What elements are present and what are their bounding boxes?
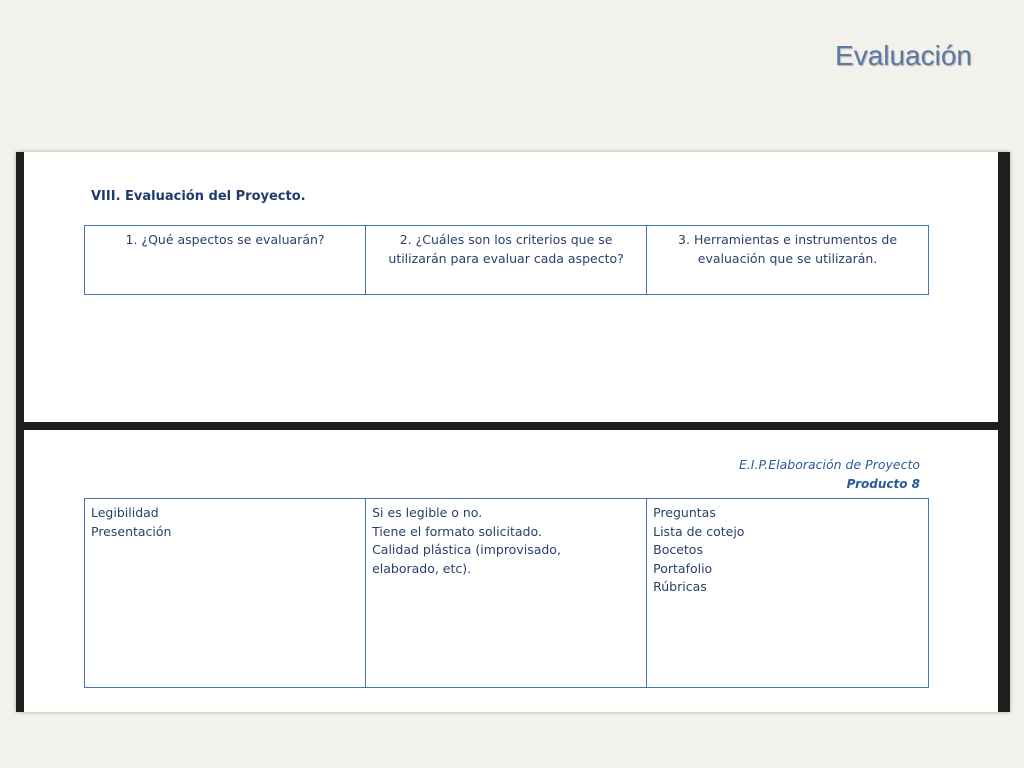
document-page-bottom <box>24 430 998 712</box>
cell-criteria <box>366 499 647 688</box>
tool-item: Bocetos <box>653 542 703 557</box>
criteria-item: Si es legible o no. <box>372 505 483 520</box>
cell-tools <box>647 499 929 688</box>
evaluation-header-table <box>84 225 929 295</box>
header-cell-criteria: 2. ¿Cuáles son los criterios que se utilizarán para evaluar cada aspecto? <box>366 226 647 295</box>
header-cell-aspects: 1. ¿Qué aspectos se evaluarán? <box>85 226 366 295</box>
criteria-item: Tiene el formato solicitado. <box>372 523 542 539</box>
evaluation-content-table <box>84 498 929 688</box>
aspect-item: Presentación <box>91 523 172 539</box>
criteria-item: elaborado, etc). <box>372 560 472 576</box>
document-reference: E.I.P.Elaboración de Proyecto <box>738 457 920 472</box>
table-row <box>85 499 929 688</box>
table-row <box>85 226 929 295</box>
criteria-item: Calidad plástica (improvisado, <box>372 542 561 557</box>
aspect-item: Legibilidad <box>91 505 159 520</box>
tool-item: Portafolio <box>653 560 713 576</box>
document-viewer <box>16 152 1010 712</box>
slide-title: Evaluación <box>835 40 972 71</box>
tool-item: Rúbricas <box>653 579 707 594</box>
tool-item: Lista de cotejo <box>653 523 745 539</box>
document-page-top <box>24 152 998 422</box>
tool-item: Preguntas <box>653 505 716 520</box>
product-label: Producto 8 <box>846 477 920 491</box>
header-cell-tools: 3. Herramientas e instrumentos de evaluación que se utilizarán. <box>647 226 929 295</box>
cell-aspects <box>85 499 366 688</box>
section-heading: VIII. Evaluación del Proyecto. <box>91 189 306 204</box>
